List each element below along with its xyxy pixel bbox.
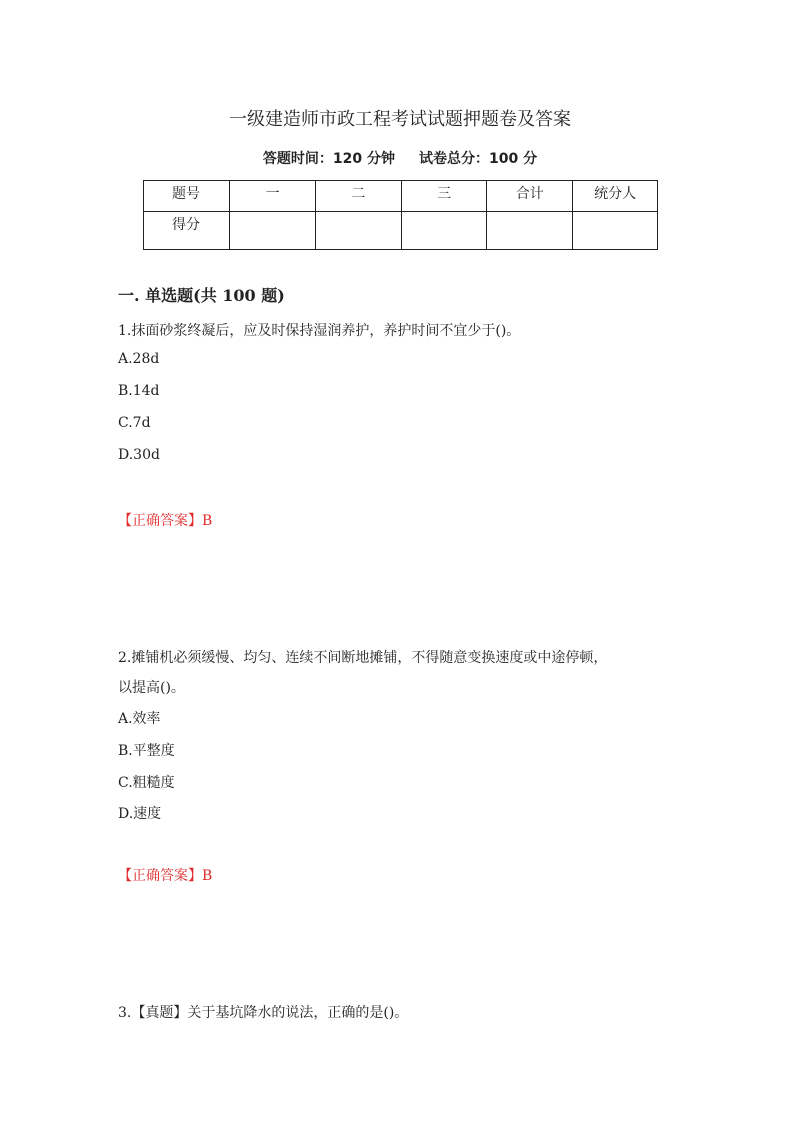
correct-answer (118, 865, 212, 885)
score-table-header-cell: 二 (315, 181, 401, 212)
question-option: B.14d (118, 383, 160, 399)
score-cell (401, 212, 487, 250)
exam-total-score: 试卷总分：100 分 (419, 151, 538, 167)
correct-answer-value: B (202, 513, 213, 529)
question-stem: 1.抹面砂浆终凝后，应及时保持湿润养护，养护时间不宜少于()。 (118, 323, 521, 339)
question-option: B.平整度 (118, 743, 175, 759)
question-option: C.7d (118, 415, 151, 431)
score-table-header-cell: 一 (230, 181, 316, 212)
score-row-label: 得分 (144, 212, 230, 250)
score-table-header-cell: 统分人 (573, 181, 658, 212)
score-cell (315, 212, 401, 250)
score-table-header-cell: 三 (401, 181, 487, 212)
question-option: D.30d (118, 447, 160, 463)
question-stem: 2.摊铺机必须缓慢、均匀、连续不间断地摊铺，不得随意变换速度或中途停顿， (118, 650, 608, 666)
question-option: A.效率 (118, 711, 161, 727)
exam-info (0, 148, 800, 168)
page-title: 一级建造师市政工程考试试题押题卷及答案 (229, 109, 571, 130)
score-table (143, 180, 658, 250)
section-title: 一. 单选题(共 100 题) (118, 286, 285, 305)
score-cell (573, 212, 658, 250)
question-option: A.28d (118, 351, 160, 367)
question-option: C.粗糙度 (118, 775, 175, 791)
exam-time: 答题时间：120 分钟 (262, 151, 395, 167)
question-stem: 3.【真题】关于基坑降水的说法，正确的是()。 (118, 1005, 409, 1021)
score-table-header-row (144, 181, 658, 212)
score-table-header-cell: 合计 (487, 181, 573, 212)
correct-answer (118, 510, 212, 530)
score-table-score-row (144, 212, 658, 250)
score-table-header-cell: 题号 (144, 181, 230, 212)
question-option: D.速度 (118, 806, 162, 822)
correct-answer-label: 【正确答案】 (118, 868, 202, 884)
score-cell (487, 212, 573, 250)
correct-answer-label: 【正确答案】 (118, 513, 202, 529)
question-stem-continuation: 以提高()。 (118, 680, 185, 696)
correct-answer-value: B (202, 868, 213, 884)
score-cell (230, 212, 316, 250)
